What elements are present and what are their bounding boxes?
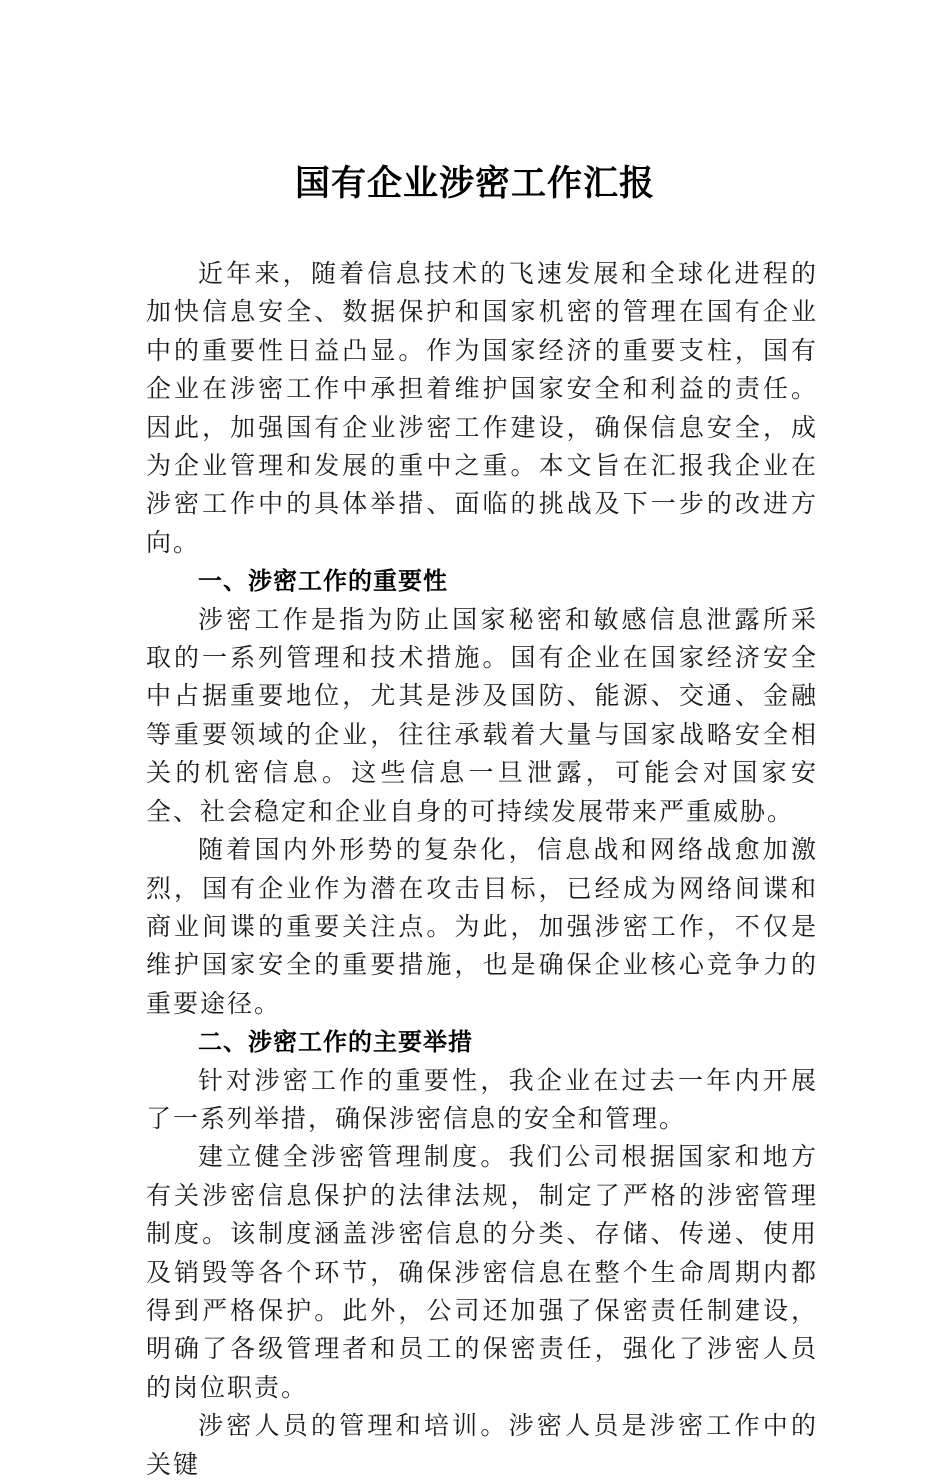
section-heading-measures: 二、涉密工作的主要举措 bbox=[198, 1028, 473, 1057]
paragraph: 建立健全涉密管理制度。我们公司根据国家和地方有关涉密信息保护的法律法规，制定了严格的涉密管理制度。该制度涵盖涉密信息的分类、存储、传递、使用及销毁等各个环节，确保涉密信息在整个生命周期内都得到严格保护。此外，公司还加强了保密责任制建设，明确了各级管理者和员工的保密责任，强化了涉密人员的岗位职责。 bbox=[146, 1142, 818, 1402]
paragraph: 涉密人员的管理和培训。涉密人员是涉密工作中的关键 bbox=[146, 1411, 818, 1479]
section-heading-importance: 一、涉密工作的重要性 bbox=[198, 567, 448, 596]
intro-paragraph: 近年来，随着信息技术的飞速发展和全球化进程的加快信息安全、数据保护和国家机密的管理在国有企业中的重要性日益凸显。作为国家经济的重要支柱，国有企业在涉密工作中承担着维护国家安全和利益的责任。因此，加强国有企业涉密工作建设，确保信息安全，成为企业管理和发展的重中之重。本文旨在汇报我企业在涉密工作中的具体举措、面临的挑战及下一步的改进方向。 bbox=[146, 259, 818, 557]
paragraph: 随着国内外形势的复杂化，信息战和网络战愈加激烈，国有企业作为潜在攻击目标，已经成为网络间谍和商业间谍的重要关注点。为此，加强涉密工作，不仅是维护国家安全的重要措施，也是确保企业核心竞争力的重要途径。 bbox=[146, 835, 818, 1018]
document-body bbox=[146, 255, 818, 1484]
paragraph: 涉密工作是指为防止国家秘密和敏感信息泄露所采取的一系列管理和技术措施。国有企业在国家经济安全中占据重要地位，尤其是涉及国防、能源、交通、金融等重要领域的企业，往往承载着大量与国家战略安全相关的机密信息。这些信息一旦泄露，可能会对国家安全、社会稳定和企业自身的可持续发展带来严重威胁。 bbox=[146, 604, 818, 826]
paragraph: 针对涉密工作的重要性，我企业在过去一年内开展了一系列举措，确保涉密信息的安全和管理。 bbox=[146, 1065, 818, 1133]
document-title: 国有企业涉密工作汇报 bbox=[294, 163, 655, 204]
